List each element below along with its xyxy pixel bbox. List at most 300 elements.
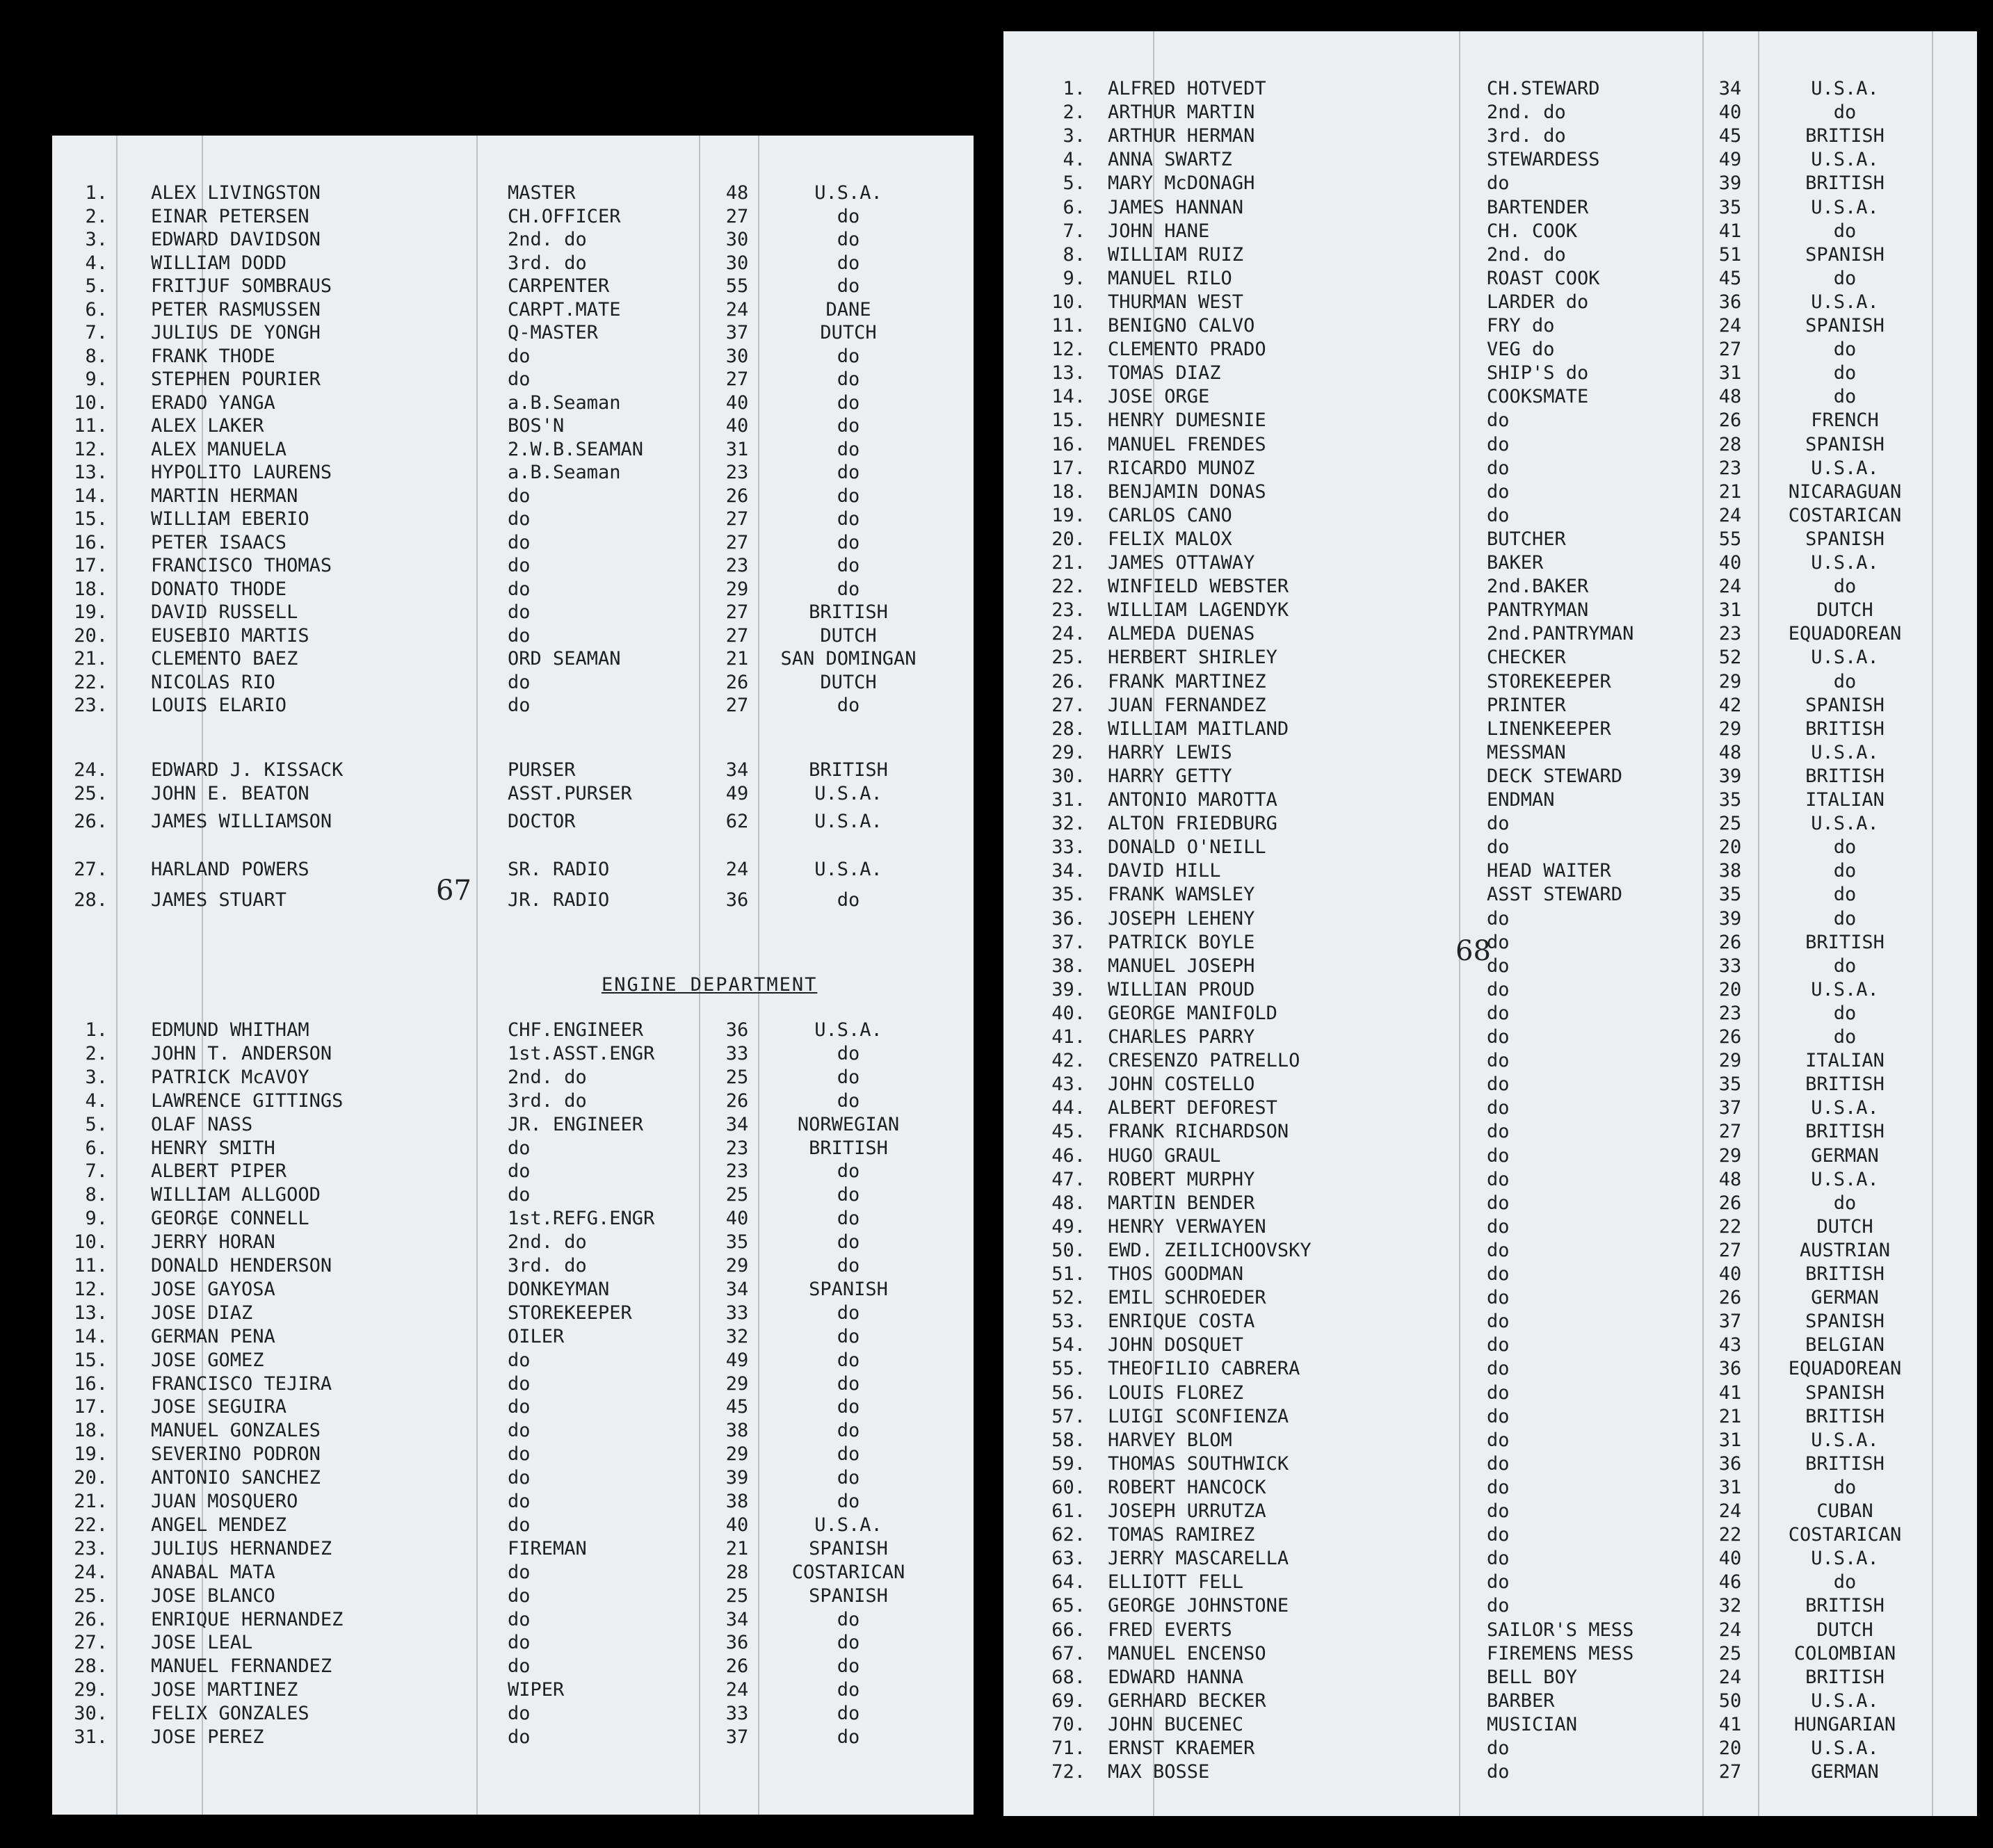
crew-rating: do (508, 1584, 531, 1607)
crew-name: GERMAN PENA (151, 1325, 275, 1347)
crew-name: FRANK MARTINEZ (1108, 670, 1266, 692)
crew-rating: do (1487, 1500, 1510, 1522)
crew-nationality: do (837, 1302, 860, 1324)
crew-nationality: do (837, 1608, 860, 1630)
crew-number: 4. (1063, 149, 1086, 171)
crew-nationality: do (837, 485, 860, 507)
crew-age: 34 (725, 1113, 749, 1135)
crew-nationality: BRITISH (1805, 1595, 1885, 1617)
crew-row (1003, 1547, 1977, 1571)
crew-number: 48. (1051, 1192, 1086, 1214)
crew-number: 5. (1063, 172, 1086, 195)
crew-name: JOSE GOMEZ (151, 1349, 264, 1371)
crew-number: 50. (1051, 1239, 1086, 1261)
crew-age: 27 (725, 695, 749, 716)
crew-number: 18. (74, 578, 108, 600)
crew-rating: STEWARDESS (1487, 149, 1600, 171)
crew-rating: CARPT.MATE (508, 298, 621, 321)
crew-name: EDWARD HANNA (1108, 1666, 1244, 1688)
crew-number: 15. (1051, 410, 1086, 432)
crew-name: JUAN FERNANDEZ (1108, 694, 1266, 716)
crew-number: 4. (85, 252, 108, 274)
crew-age: 45 (1718, 125, 1742, 147)
crew-nationality: SPANISH (1805, 315, 1885, 337)
crew-row (1003, 599, 1977, 622)
crew-age: 45 (725, 1396, 749, 1418)
crew-rating: ROAST COOK (1487, 267, 1600, 289)
crew-age: 27 (725, 624, 749, 647)
crew-rating: do (508, 1443, 531, 1466)
crew-number: 6. (85, 1137, 108, 1159)
crew-rating: do (508, 1491, 531, 1512)
crew-name: MANUEL FRENDES (1108, 433, 1266, 455)
crew-age: 62 (725, 811, 749, 832)
crew-rating: do (1487, 978, 1510, 1000)
crew-age: 36 (725, 1632, 749, 1654)
crew-nationality: FRENCH (1811, 410, 1879, 432)
crew-name: JOHN BUCENEC (1108, 1713, 1244, 1735)
crew-age: 48 (1718, 1168, 1742, 1190)
crew-row (52, 1231, 974, 1254)
crew-age: 40 (725, 391, 749, 414)
crew-name: DAVID RUSSELL (151, 601, 298, 623)
crew-number: 22. (74, 671, 108, 693)
crew-name: JOSE LEAL (151, 1632, 253, 1654)
crew-number: 58. (1051, 1429, 1086, 1451)
crew-rating: 2nd. do (508, 1066, 587, 1088)
crew-age: 34 (725, 1278, 749, 1300)
crew-number: 28. (74, 1655, 108, 1678)
crew-name: JUAN MOSQUERO (151, 1491, 298, 1512)
crew-rating: CH.OFFICER (508, 205, 621, 227)
crew-row (52, 205, 974, 229)
crew-age: 55 (1718, 528, 1742, 550)
crew-name: ENRIQUE COSTA (1108, 1311, 1255, 1333)
crew-rating: MUSICIAN (1487, 1713, 1578, 1735)
crew-number: 21. (74, 648, 108, 670)
crew-name: FRANK WAMSLEY (1108, 884, 1255, 906)
crew-name: ALEX MANUELA (151, 438, 287, 460)
crew-age: 26 (1718, 410, 1742, 432)
crew-name: HARRY LEWIS (1108, 741, 1232, 763)
crew-row (52, 810, 974, 834)
crew-number: 25. (74, 1584, 108, 1607)
crew-number: 35. (1051, 884, 1086, 906)
crew-row (52, 1584, 974, 1608)
crew-rating: PURSER (508, 759, 576, 781)
crew-number: 13. (1051, 362, 1086, 384)
crew-name: HENRY SMITH (151, 1137, 275, 1159)
crew-age: 30 (725, 345, 749, 367)
crew-name: THEOFILIO CABRERA (1108, 1358, 1300, 1380)
crew-name: WILLIAM ALLGOOD (151, 1184, 321, 1206)
crew-name: ALEX LAKER (151, 415, 264, 437)
crew-name: CLEMENTO BAEZ (151, 648, 298, 670)
crew-age: 24 (1718, 1619, 1742, 1641)
crew-rating: do (1487, 1287, 1510, 1309)
crew-name: FRANK THODE (151, 345, 275, 367)
crew-number: 25. (1051, 647, 1086, 669)
crew-name: CHARLES PARRY (1108, 1026, 1255, 1048)
crew-age: 33 (725, 1042, 749, 1064)
crew-rating: CHECKER (1487, 647, 1566, 669)
crew-nationality: U.S.A. (1811, 978, 1879, 1000)
crew-rating: BUTCHER (1487, 528, 1566, 550)
crew-row (1003, 385, 1977, 409)
crew-nationality: do (1833, 1192, 1857, 1214)
crew-nationality: CUBAN (1816, 1500, 1873, 1522)
crew-number: 53. (1051, 1311, 1086, 1333)
crew-nationality: NORWEGIAN (797, 1113, 900, 1135)
crew-row (52, 228, 974, 252)
crew-number: 33. (1051, 836, 1086, 859)
crew-nationality: do (837, 1420, 860, 1442)
crew-row (1003, 1215, 1977, 1239)
crew-rating: do (508, 368, 531, 390)
crew-number: 69. (1051, 1689, 1086, 1712)
crew-age: 26 (725, 1089, 749, 1112)
crew-rows-left (52, 136, 974, 1815)
crew-nationality: do (837, 1089, 860, 1112)
crew-row (1003, 1073, 1977, 1096)
crew-age: 22 (1718, 1524, 1742, 1546)
crew-row (52, 1537, 974, 1561)
crew-nationality: U.S.A. (1811, 1429, 1879, 1451)
crew-row (1003, 1310, 1977, 1334)
crew-name: CARLOS CANO (1108, 504, 1232, 526)
crew-rating: CARPENTER (508, 275, 610, 297)
crew-nationality: U.S.A. (1811, 1548, 1879, 1570)
crew-name: FELIX GONZALES (151, 1703, 309, 1725)
crew-rating: do (508, 1467, 531, 1489)
crew-nationality: do (837, 508, 860, 530)
crew-rating: CH.STEWARD (1487, 78, 1600, 99)
crew-age: 41 (1718, 220, 1742, 242)
crew-name: MARTIN BENDER (1108, 1192, 1255, 1214)
crew-name: LUIGI SCONFIENZA (1108, 1405, 1289, 1427)
crew-number: 4. (85, 1089, 108, 1112)
crew-rating: do (1487, 1476, 1510, 1498)
crew-rating: SR. RADIO (508, 859, 610, 880)
crew-row (1003, 1192, 1977, 1215)
crew-nationality: DUTCH (1816, 1215, 1873, 1238)
crew-number: 10. (74, 1231, 108, 1254)
crew-rating: BARTENDER (1487, 196, 1589, 218)
crew-number: 10. (1051, 291, 1086, 313)
crew-age: 27 (1718, 1761, 1742, 1783)
crew-name: ELLIOTT FELL (1108, 1571, 1244, 1594)
crew-name: CLEMENTO PRADO (1108, 339, 1266, 361)
crew-row (52, 1372, 974, 1396)
crew-row (1003, 1263, 1977, 1286)
crew-nationality: do (1833, 1026, 1857, 1048)
crew-name: WILLIAM LAGENDYK (1108, 599, 1289, 622)
crew-nationality: U.S.A. (1811, 1097, 1879, 1119)
crew-row (52, 554, 974, 578)
crew-row (52, 1254, 974, 1278)
crew-number: 46. (1051, 1144, 1086, 1167)
crew-name: NICOLAS RIO (151, 671, 275, 693)
crew-number: 27. (1051, 694, 1086, 716)
crew-name: ALBERT PIPER (151, 1160, 287, 1183)
crew-row (1003, 694, 1977, 718)
crew-rating: 2nd. do (508, 1231, 587, 1254)
crew-age: 37 (1718, 1311, 1742, 1333)
crew-row (1003, 1500, 1977, 1523)
crew-name: ARTHUR HERMAN (1108, 125, 1255, 147)
crew-age: 43 (1718, 1334, 1742, 1356)
crew-nationality: ITALIAN (1805, 1050, 1885, 1072)
crew-name: EDWARD DAVIDSON (151, 229, 321, 250)
crew-rating: do (1487, 1405, 1510, 1427)
crew-age: 35 (725, 1231, 749, 1254)
crew-nationality: BRITISH (1805, 1073, 1885, 1096)
crew-age: 36 (725, 1019, 749, 1041)
crew-age: 31 (1718, 1429, 1742, 1451)
crew-age: 23 (725, 1137, 749, 1159)
crew-nationality: do (837, 1325, 860, 1347)
crew-row (52, 578, 974, 601)
crew-row (52, 889, 974, 912)
crew-row (1003, 1452, 1977, 1476)
crew-list-right-page (1003, 31, 1977, 1816)
crew-row (52, 1278, 974, 1302)
crew-row (1003, 1476, 1977, 1500)
crew-number: 70. (1051, 1713, 1086, 1735)
crew-age: 34 (1718, 78, 1742, 99)
crew-nationality: do (1833, 907, 1857, 930)
crew-number: 12. (74, 438, 108, 460)
crew-row (1003, 77, 1977, 101)
crew-row (1003, 338, 1977, 362)
crew-age: 34 (725, 759, 749, 781)
crew-rating: do (508, 1372, 531, 1395)
crew-nationality: DUTCH (820, 671, 877, 693)
crew-number: 27. (74, 1632, 108, 1654)
crew-nationality: do (1833, 362, 1857, 384)
crew-age: 23 (725, 462, 749, 483)
crew-rating: PANTRYMAN (1487, 599, 1589, 622)
crew-rating: SHIP'S do (1487, 362, 1589, 384)
crew-row (52, 461, 974, 485)
crew-name: JOSE PEREZ (151, 1726, 264, 1748)
crew-rating: FRY do (1487, 315, 1555, 337)
crew-nationality: do (1833, 836, 1857, 859)
crew-rating: do (1487, 1121, 1510, 1143)
crew-name: HENRY VERWAYEN (1108, 1215, 1266, 1238)
crew-age: 21 (725, 1537, 749, 1559)
crew-nationality: U.S.A. (814, 182, 882, 204)
crew-row (1003, 812, 1977, 836)
crew-row (1003, 291, 1977, 314)
crew-rating: STOREKEEPER (1487, 670, 1611, 692)
crew-nationality: SPANISH (809, 1537, 888, 1559)
crew-number: 21. (74, 1491, 108, 1512)
crew-nationality: SPANISH (1805, 1381, 1885, 1404)
crew-age: 38 (725, 1420, 749, 1442)
crew-name: THOS GOODMAN (1108, 1263, 1244, 1285)
crew-age: 33 (1718, 955, 1742, 977)
crew-nationality: do (1833, 1002, 1857, 1024)
crew-name: ALTON FRIEDBURG (1108, 813, 1277, 835)
crew-number: 6. (1063, 196, 1086, 218)
crew-age: 23 (1718, 623, 1742, 645)
crew-name: BENIGNO CALVO (1108, 315, 1255, 337)
crew-nationality: HUNGARIAN (1793, 1713, 1896, 1735)
crew-number: 17. (74, 555, 108, 576)
crew-nationality: U.S.A. (1811, 1737, 1879, 1759)
crew-rating: 2nd. do (1487, 243, 1566, 266)
crew-number: 9. (85, 1208, 108, 1230)
crew-rating: VEG do (1487, 339, 1555, 361)
crew-age: 29 (1718, 670, 1742, 692)
crew-name: WILLIAM DODD (151, 252, 287, 274)
crew-nationality: ITALIAN (1805, 789, 1885, 811)
crew-row (52, 1160, 974, 1183)
crew-rating: 3rd. do (508, 252, 587, 274)
crew-name: GEORGE CONNELL (151, 1208, 309, 1230)
crew-number: 20. (74, 1467, 108, 1489)
crew-row (52, 1302, 974, 1325)
crew-number: 23. (1051, 599, 1086, 622)
crew-name: PETER RASMUSSEN (151, 298, 321, 321)
crew-rating: 2nd.PANTRYMAN (1487, 623, 1634, 645)
crew-age: 21 (1718, 480, 1742, 503)
crew-nationality: SPANISH (1805, 694, 1885, 716)
crew-number: 62. (1051, 1524, 1086, 1546)
crew-row (52, 671, 974, 695)
crew-name: ANGEL MENDEZ (151, 1514, 287, 1536)
crew-nationality: DUTCH (1816, 1619, 1873, 1641)
crew-age: 30 (725, 252, 749, 274)
crew-number: 57. (1051, 1405, 1086, 1427)
crew-name: ERADO YANGA (151, 391, 275, 414)
crew-number: 27. (74, 859, 108, 880)
crew-row (1003, 1737, 1977, 1760)
crew-row (1003, 433, 1977, 457)
crew-age: 38 (1718, 860, 1742, 882)
crew-rating: BELL BOY (1487, 1666, 1578, 1688)
crew-age: 34 (725, 1608, 749, 1630)
crew-name: OLAF NASS (151, 1113, 253, 1135)
crew-row (52, 1089, 974, 1113)
crew-name: JOHN DOSQUET (1108, 1334, 1244, 1356)
crew-name: STEPHEN POURIER (151, 368, 321, 390)
crew-number: 54. (1051, 1334, 1086, 1356)
crew-number: 31. (1051, 789, 1086, 811)
crew-rating: CH. COOK (1487, 220, 1578, 242)
crew-rating: DONKEYMAN (508, 1278, 610, 1300)
crew-name: ANTONIO SANCHEZ (151, 1467, 321, 1489)
crew-row (1003, 1120, 1977, 1144)
crew-name: FRANCISCO THOMAS (151, 555, 332, 576)
crew-number: 13. (74, 1302, 108, 1324)
crew-number: 28. (1051, 718, 1086, 740)
crew-rating: COOKSMATE (1487, 386, 1589, 408)
crew-row (1003, 646, 1977, 670)
crew-row (52, 345, 974, 368)
crew-row (1003, 124, 1977, 148)
crew-rating: do (1487, 1026, 1510, 1048)
crew-number: 17. (74, 1396, 108, 1418)
crew-age: 27 (1718, 339, 1742, 361)
crew-rating: do (1487, 1239, 1510, 1261)
crew-rating: 2nd.BAKER (1487, 576, 1589, 598)
crew-row (1003, 1666, 1977, 1689)
crew-number: 1. (85, 182, 108, 204)
crew-row (1003, 1357, 1977, 1381)
engine-department-heading: ENGINE DEPARTMENT (602, 974, 818, 996)
crew-row (52, 1443, 974, 1466)
crew-rating: do (1487, 1429, 1510, 1451)
crew-rating: do (1487, 457, 1510, 479)
crew-rating: 2.W.B.SEAMAN (508, 438, 644, 460)
crew-name: HENRY DUMESNIE (1108, 410, 1266, 432)
crew-nationality: do (1833, 1571, 1857, 1594)
crew-name: PETER ISAACS (151, 531, 287, 553)
crew-number: 15. (74, 508, 108, 530)
crew-name: HARVEY BLOM (1108, 1429, 1232, 1451)
crew-nationality: do (1833, 670, 1857, 692)
crew-number: 11. (74, 415, 108, 437)
crew-age: 29 (1718, 1144, 1742, 1167)
crew-rating: BAKER (1487, 552, 1544, 574)
crew-row (1003, 1760, 1977, 1784)
crew-row (52, 1419, 974, 1443)
crew-rating: BARBER (1487, 1689, 1555, 1712)
crew-rating: do (1487, 955, 1510, 977)
crew-age: 30 (725, 229, 749, 250)
crew-number: 63. (1051, 1548, 1086, 1570)
crew-number: 5. (85, 1113, 108, 1135)
crew-list-left-page (52, 136, 974, 1815)
crew-name: ALBERT DEFOREST (1108, 1097, 1277, 1119)
crew-nationality: do (837, 1349, 860, 1371)
crew-number: 8. (85, 1184, 108, 1206)
crew-number: 8. (1063, 243, 1086, 266)
crew-rating: do (1487, 410, 1510, 432)
crew-age: 25 (725, 1584, 749, 1607)
crew-rating: do (1487, 1144, 1510, 1167)
crew-nationality: BRITISH (1805, 1121, 1885, 1143)
crew-nationality: SAN DOMINGAN (780, 648, 917, 670)
crew-number: 15. (74, 1349, 108, 1371)
crew-row (1003, 788, 1977, 812)
crew-row (1003, 622, 1977, 646)
crew-rating: do (1487, 836, 1510, 859)
crew-row (1003, 551, 1977, 575)
crew-number: 29. (74, 1679, 108, 1701)
crew-name: JAMES HANNAN (1108, 196, 1244, 218)
crew-row (1003, 1689, 1977, 1713)
crew-number: 5. (85, 275, 108, 297)
crew-row (1003, 196, 1977, 220)
crew-rating: do (1487, 1263, 1510, 1285)
crew-age: 48 (1718, 386, 1742, 408)
crew-name: JOHN COSTELLO (1108, 1073, 1255, 1096)
crew-rating: do (1487, 931, 1510, 953)
crew-number: 18. (1051, 480, 1086, 503)
crew-age: 41 (1718, 1713, 1742, 1735)
crew-name: DONALD O'NEILL (1108, 836, 1266, 859)
crew-number: 38. (1051, 955, 1086, 977)
crew-rating: a.B.Seaman (508, 462, 621, 483)
crew-nationality: BRITISH (1805, 1452, 1885, 1475)
crew-row (1003, 480, 1977, 504)
crew-nationality: U.S.A. (1811, 552, 1879, 574)
crew-row (52, 298, 974, 322)
crew-nationality: do (837, 1231, 860, 1254)
